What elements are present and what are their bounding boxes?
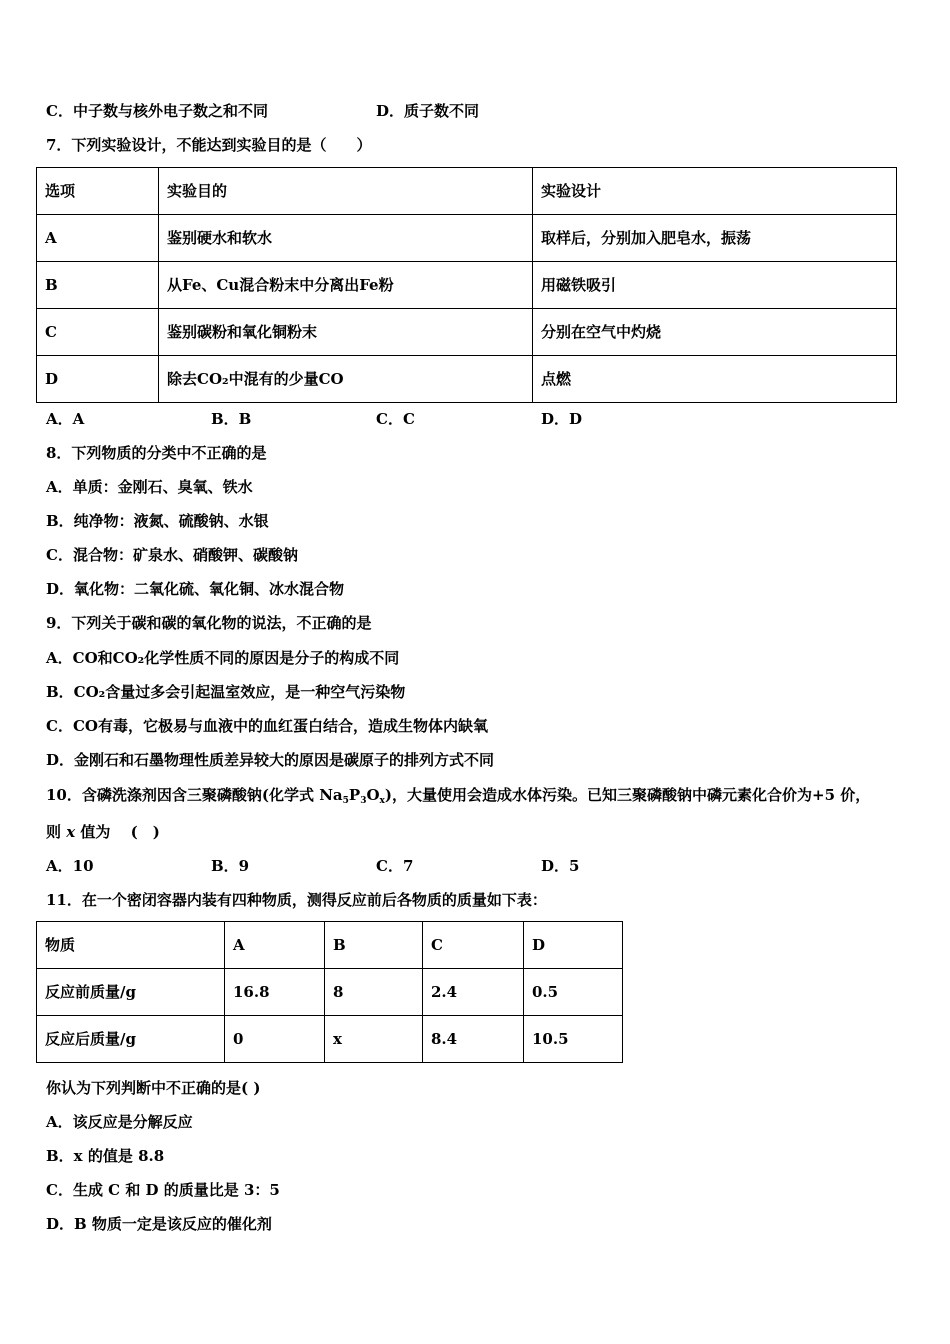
formula-na-sub: 5 (342, 796, 349, 806)
table-cell: C (37, 309, 159, 356)
table-header-row (37, 922, 623, 969)
q8-option-c: C．混合物：矿泉水、硝酸钾、碳酸钠 (46, 546, 298, 564)
header-cell: A (225, 922, 325, 969)
q8-option-d: D．氧化物：二氧化硫、氧化铜、冰水混合物 (46, 580, 345, 598)
q10-option-d: D．5 (541, 857, 580, 875)
q7-option-d: D．D (541, 410, 583, 428)
table-row (37, 969, 623, 1016)
header-cell: D (524, 922, 623, 969)
table-header-row (37, 168, 897, 215)
table-cell: 0 (225, 1016, 325, 1063)
table-cell: 鉴别硬水和软水 (159, 215, 533, 262)
table-row (37, 262, 897, 309)
table-cell: 反应前质量/g (37, 969, 225, 1016)
q10-option-b: B．9 (211, 857, 250, 875)
header-cell: B (325, 922, 423, 969)
table-cell: 点燃 (533, 356, 897, 403)
q8-option-b: B．纯净物：液氮、硫酸钠、水银 (46, 512, 269, 530)
q11-option-a: A．该反应是分解反应 (46, 1113, 193, 1131)
formula-p: P (348, 786, 361, 804)
table-cell: 8.4 (423, 1016, 524, 1063)
q7-option-a: A．A (46, 410, 85, 428)
q8-stem: 8．下列物质的分类中不正确的是 (46, 444, 267, 462)
q8-option-a: A．单质：金刚石、臭氧、铁水 (46, 478, 253, 496)
q7-option-b: B．B (211, 410, 252, 428)
q10-stem-line1 (46, 785, 870, 811)
q10-stem-post: )，大量使用会造成水体污染。已知三聚磷酸钠中磷元素化合价为+5 价， (384, 786, 871, 804)
table-cell: 鉴别碳粉和氧化铜粉末 (159, 309, 533, 356)
table-cell: B (37, 262, 159, 309)
header-cell: 选项 (37, 168, 159, 215)
table-cell: 除去CO₂中混有的少量CO (159, 356, 533, 403)
q11-option-d: D．B 物质一定是该反应的催化剂 (46, 1215, 272, 1233)
header-cell: 实验目的 (159, 168, 533, 215)
table-cell: 用磁铁吸引 (533, 262, 897, 309)
q7-option-c: C．C (376, 410, 415, 428)
q11-table (36, 921, 623, 1063)
q11-option-b: B．x 的值是 8.8 (46, 1147, 165, 1165)
formula-o-sub: x (379, 796, 385, 806)
table-row (37, 1016, 623, 1063)
q10-option-a: A．10 (46, 857, 94, 875)
q10-line2-pre: 则 (46, 823, 67, 841)
table-cell: 0.5 (524, 969, 623, 1016)
q10-line2-post: 值为 ( ) (75, 823, 160, 841)
q10-stem-line2 (46, 822, 160, 842)
q9-option-c: C．CO有毒，它极易与血液中的血红蛋白结合，造成生物体内缺氧 (46, 717, 488, 735)
q11-option-c: C．生成 C 和 D 的质量比是 3：5 (46, 1181, 280, 1199)
q7-stem: 7．下列实验设计，不能达到实验目的是（ ） (46, 136, 372, 154)
q10-option-c: C．7 (376, 857, 414, 875)
table-cell: 10.5 (524, 1016, 623, 1063)
q11-question: 你认为下列判断中不正确的是( ) (46, 1079, 261, 1097)
table-cell: 反应后质量/g (37, 1016, 225, 1063)
q10-variable: x (66, 823, 76, 841)
formula-na: Na (319, 786, 343, 804)
table-cell: 2.4 (423, 969, 524, 1016)
table-cell: x (325, 1016, 423, 1063)
q7-table (36, 167, 897, 403)
table-cell: D (37, 356, 159, 403)
q9-stem: 9．下列关于碳和碳的氧化物的说法，不正确的是 (46, 614, 372, 632)
table-cell: A (37, 215, 159, 262)
table-cell: 从Fe、Cu混合粉末中分离出Fe粉 (159, 262, 533, 309)
header-cell: C (423, 922, 524, 969)
table-cell: 取样后，分别加入肥皂水，振荡 (533, 215, 897, 262)
table-cell: 分别在空气中灼烧 (533, 309, 897, 356)
formula-o: O (366, 786, 380, 804)
q10-stem-pre: 10．含磷洗涤剂因含三聚磷酸钠(化学式 (46, 786, 320, 804)
table-row (37, 309, 897, 356)
table-cell: 8 (325, 969, 423, 1016)
header-cell: 实验设计 (533, 168, 897, 215)
q6-option-d: D．质子数不同 (376, 102, 480, 120)
q6-option-c: C．中子数与核外电子数之和不同 (46, 102, 268, 120)
table-row (37, 215, 897, 262)
table-row (37, 356, 897, 403)
q9-option-d: D．金刚石和石墨物理性质差异较大的原因是碳原子的排列方式不同 (46, 751, 495, 769)
q9-option-b: B．CO₂含量过多会引起温室效应，是一种空气污染物 (46, 683, 406, 701)
q9-option-a: A．CO和CO₂化学性质不同的原因是分子的构成不同 (46, 649, 400, 667)
header-cell: 物质 (37, 922, 225, 969)
chemical-formula (319, 786, 385, 804)
table-cell: 16.8 (225, 969, 325, 1016)
formula-p-sub: 3 (360, 796, 367, 806)
q11-stem: 11．在一个密闭容器内装有四种物质，测得反应前后各物质的质量如下表： (46, 891, 547, 909)
